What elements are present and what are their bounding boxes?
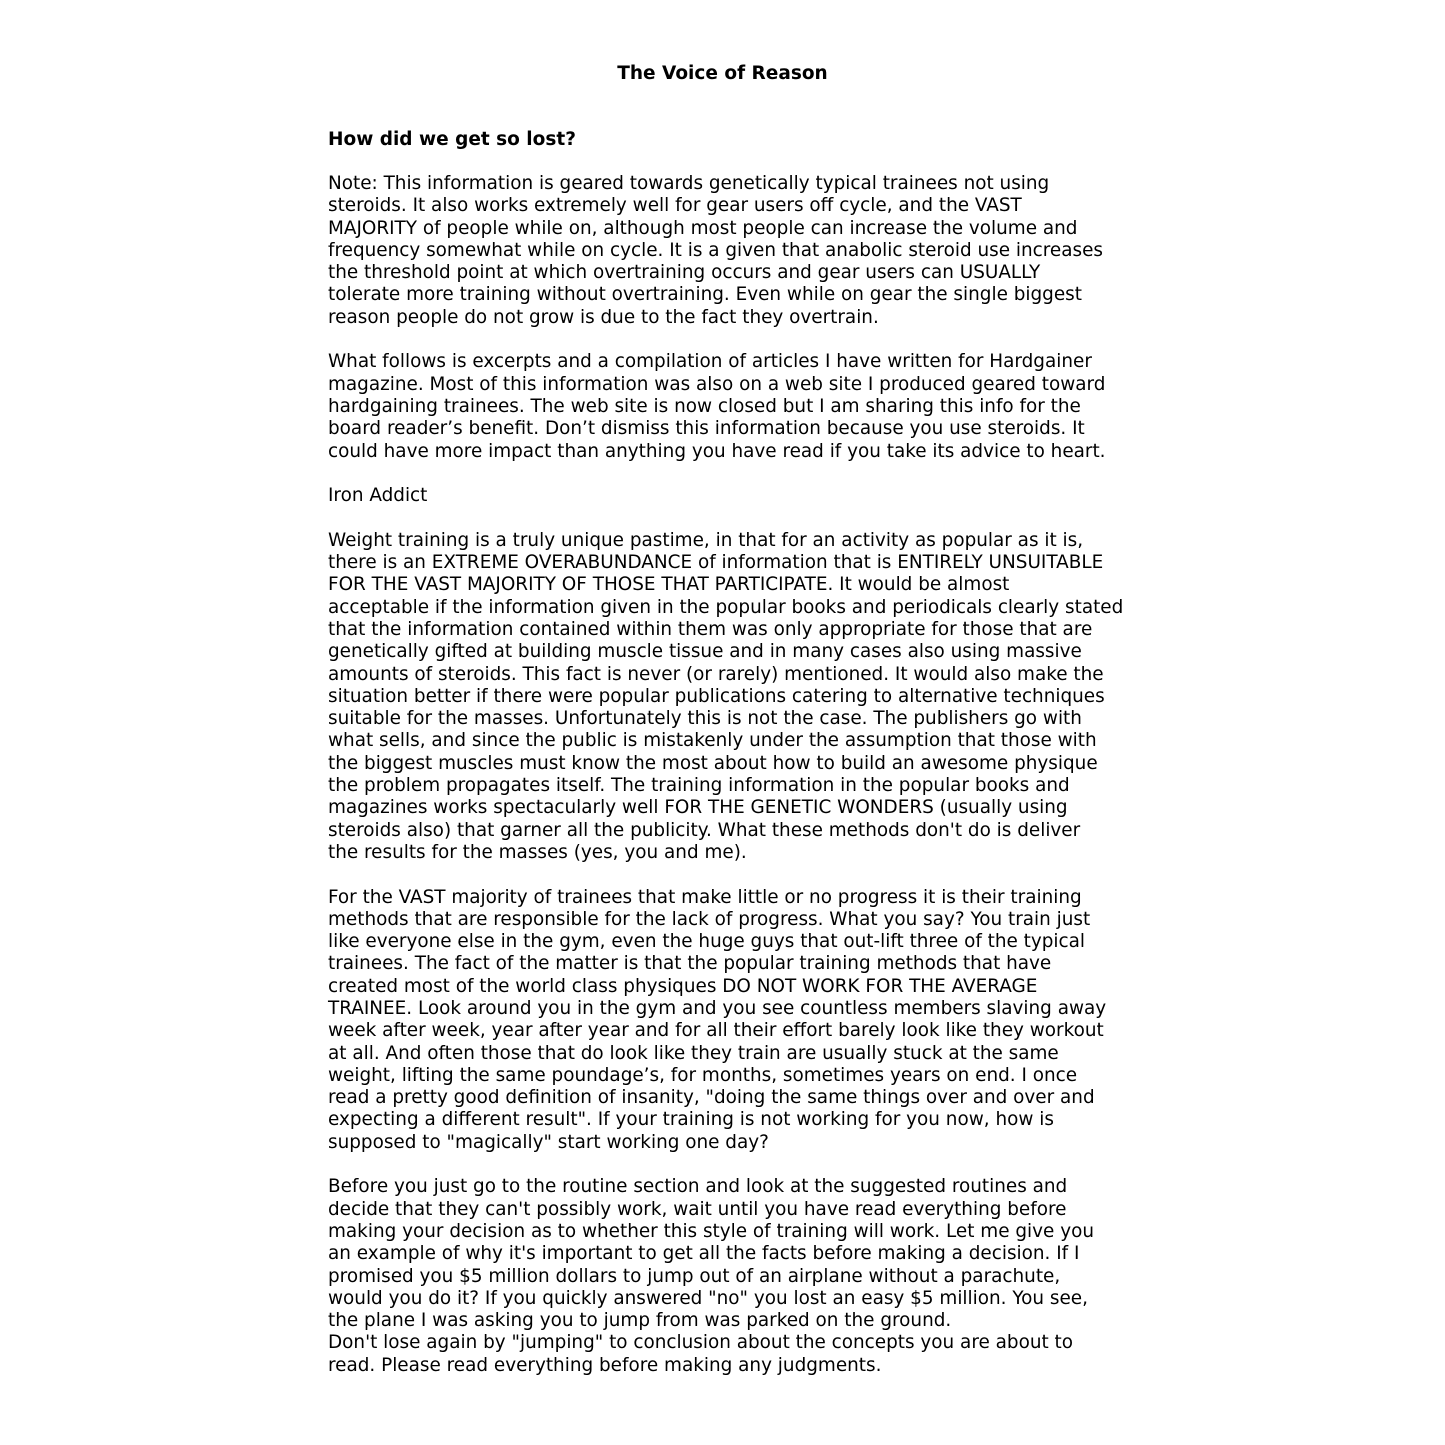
paragraph-line: FOR THE VAST MAJORITY OF THOSE THAT PARTICIPATE. It would be almost: [328, 574, 1010, 596]
body-paragraph: [328, 887, 1123, 1155]
document-title: The Voice of Reason: [617, 63, 828, 84]
paragraph-line: frequency somewhat while on cycle. It is a given that anabolic steroid use increases: [328, 239, 1103, 261]
paragraph-line: making your decision as to whether this style of training will work. Let me give you: [328, 1220, 1094, 1242]
paragraph-line: could have more impact than anything you have read if you take its advice to heart.: [328, 440, 1106, 462]
paragraph-line: supposed to "magically" start working one day?: [328, 1131, 769, 1153]
body-paragraph: [328, 173, 1123, 329]
paragraph-line: the threshold point at which overtraining occurs and gear users can USUALLY: [328, 262, 1041, 284]
paragraph-line: acceptable if the information given in the popular books and periodicals clearly stated: [328, 596, 1124, 618]
paragraph-line: MAJORITY of people while on, although most people can increase the volume and: [328, 217, 1078, 239]
paragraph-line: magazines works spectacularly well FOR THE GENETIC WONDERS (usually using: [328, 797, 1068, 819]
paragraph-line: genetically gifted at building muscle tissue and in many cases also using massive: [328, 641, 1082, 663]
paragraph-line: reason people do not grow is due to the fact they overtrain.: [328, 306, 879, 328]
paragraph-line: situation better if there were popular publications catering to alternative techniques: [328, 685, 1105, 707]
paragraph-line: weight, lifting the same poundage’s, for months, sometimes years on end. I once: [328, 1064, 1078, 1086]
paragraph-line: read. Please read everything before making any judgments.: [328, 1354, 882, 1376]
body-paragraph: [328, 530, 1123, 864]
paragraph-line: like everyone else in the gym, even the huge guys that out-lift three of the typical: [328, 931, 1086, 953]
paragraph-line: the plane I was asking you to jump from was parked on the ground.: [328, 1310, 952, 1332]
paragraph-line: week after week, year after year and for all their effort barely look like they workout: [328, 1020, 1104, 1042]
paragraph-line: the problem propagates itself. The training information in the popular books and: [328, 775, 1070, 797]
paragraph-line: what sells, and since the public is mistakenly under the assumption that those with: [328, 730, 1097, 752]
paragraph-line: Note: This information is geared towards genetically typical trainees not using: [328, 173, 1050, 194]
paragraph-line: decide that they can't possibly work, wait until you have read everything before: [328, 1198, 1067, 1220]
paragraph-line: TRAINEE. Look around you in the gym and you see countless members slaving away: [328, 997, 1107, 1019]
paragraph-line: Iron Addict: [328, 485, 428, 507]
paragraph-line: promised you $5 million dollars to jump out of an airplane without a parachute,: [328, 1265, 1061, 1287]
paragraph-line: tolerate more training without overtraining. Even while on gear the single biggest: [328, 284, 1082, 306]
paragraph-line: would you do it? If you quickly answered "no" you lost an easy $5 million. You see,: [328, 1287, 1088, 1309]
paragraph-line: magazine. Most of this information was also on a web site I produced geared toward: [328, 373, 1106, 395]
section-heading: How did we get so lost?: [328, 129, 576, 150]
paragraph-line: the results for the masses (yes, you and me).: [328, 841, 747, 863]
paragraph-line: trainees. The fact of the matter is that the popular training methods that have: [328, 953, 1052, 975]
paragraph-line: that the information contained within them was only appropriate for those that are: [328, 618, 1093, 640]
paragraph-line: amounts of steroids. This fact is never (or rarely) mentioned. It would also make the: [328, 663, 1104, 685]
paragraph-line: created most of the world class physiques DO NOT WORK FOR THE AVERAGE: [328, 975, 1038, 997]
paragraph-line: methods that are responsible for the lack of progress. What you say? You train just: [328, 908, 1091, 930]
paragraph-line: steroids also) that garner all the publicity. What these methods don't do is deliver: [328, 819, 1081, 841]
paragraph-line: expecting a different result". If your training is not working for you now, how is: [328, 1109, 1054, 1131]
paragraph-line: at all. And often those that do look like they train are usually stuck at the same: [328, 1042, 1059, 1064]
paragraph-line: hardgaining trainees. The web site is now closed but I am sharing this info for the: [328, 395, 1081, 417]
paragraph-line: For the VAST majority of trainees that make little or no progress it is their training: [328, 886, 1082, 908]
paragraph-line: an example of why it's important to get all the facts before making a decision. If I: [328, 1243, 1080, 1265]
paragraph-list: [328, 173, 1123, 1377]
paragraph-line: What follows is excerpts and a compilation of articles I have written for Hardgainer: [328, 351, 1092, 373]
paragraph-line: board reader’s benefit. Don’t dismiss this information because you use steroids. It: [328, 418, 1085, 440]
paragraph-line: Don't lose again by "jumping" to conclusion about the concepts you are about to: [328, 1332, 1074, 1354]
body-paragraph: [328, 1176, 1123, 1377]
paragraph-line: there is an EXTREME OVERABUNDANCE of information that is ENTIRELY UNSUITABLE: [328, 552, 1104, 574]
paragraph-line: suitable for the masses. Unfortunately this is not the case. The publishers go with: [328, 708, 1082, 730]
document-body: [328, 128, 1123, 1399]
body-paragraph: [328, 485, 1123, 507]
paragraph-line: the biggest muscles must know the most about how to build an awesome physique: [328, 752, 1098, 774]
paragraph-line: Before you just go to the routine section and look at the suggested routines and: [328, 1176, 1068, 1198]
paragraph-line: read a pretty good definition of insanity, "doing the same things over and over and: [328, 1087, 1095, 1109]
paragraph-line: Weight training is a truly unique pastime, in that for an activity as popular as it is,: [328, 529, 1084, 551]
paragraph-line: steroids. It also works extremely well for gear users off cycle, and the VAST: [328, 195, 1022, 217]
body-paragraph: [328, 351, 1123, 462]
